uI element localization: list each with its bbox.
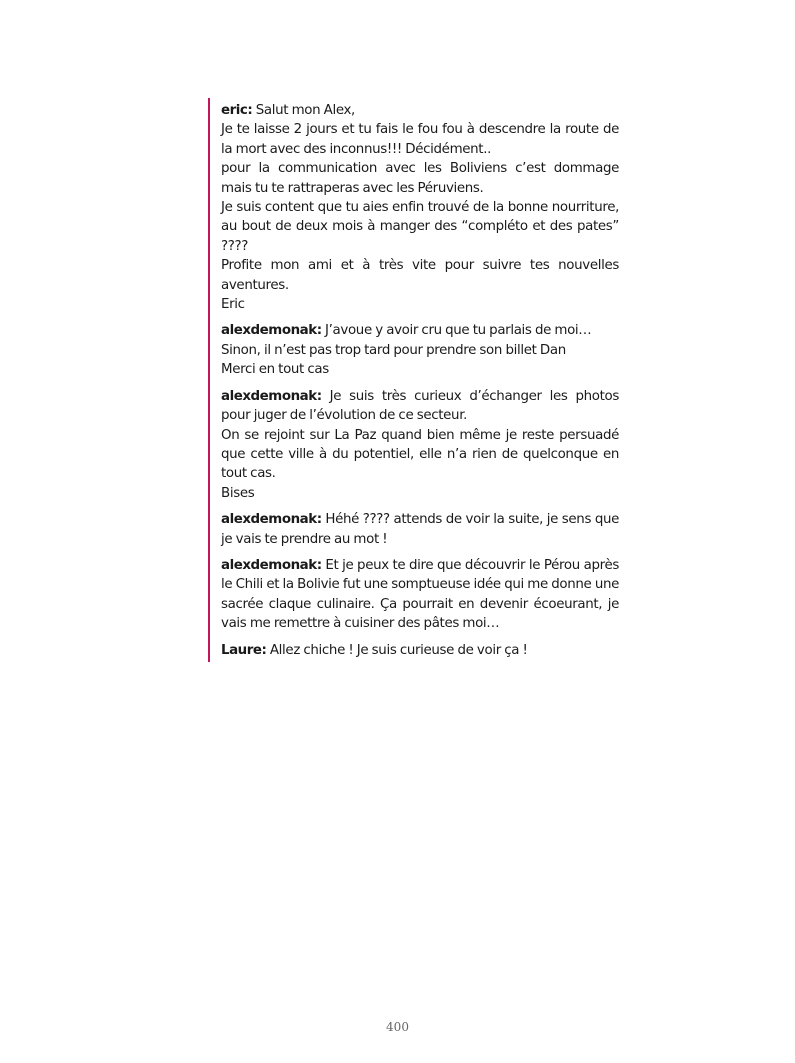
comment-author: eric:: [221, 103, 253, 118]
comment-text: Sinon, il n’est pas trop tard pour prendre son billet Dan: [221, 342, 566, 358]
comment-alexdemonak-3: [221, 510, 619, 549]
comment-alexdemonak-4: [221, 556, 619, 634]
comment-text: Bises: [221, 485, 255, 501]
comment-thread: [208, 98, 619, 662]
comment-text: Je suis content que tu aies enfin trouvé de la bonne nourriture, au bout de deux mois à manger des “compléto et des pates” ????: [221, 200, 619, 254]
comment-text: Merci en tout cas: [221, 362, 329, 378]
comment-author: alexdemonak:: [221, 323, 322, 339]
page-number: 400: [386, 1020, 409, 1034]
comment-text: On se rejoint sur La Paz quand bien même je reste persuadé que cette ville à du potentiel, elle n’a rien de quelconque en tout cas.: [221, 427, 619, 482]
comment-text: Eric: [221, 297, 245, 313]
comment-author: alexdemonak:: [221, 512, 322, 528]
comment-author: alexdemonak:: [221, 557, 322, 573]
comment-text: Salut mon Alex,: [255, 103, 355, 118]
comment-laure: [221, 641, 619, 660]
comment-alexdemonak-1: [221, 321, 619, 379]
comment-text: Allez chiche ! Je suis curieuse de voir ça !: [269, 642, 528, 658]
comment-author: alexdemonak:: [221, 388, 322, 404]
comment-text: J’avoue y avoir cru que tu parlais de moi…: [325, 323, 592, 339]
comment-text: Je suis très curieux d’échanger les photos pour juger de l’évolution de ce secteur.: [221, 388, 619, 424]
comment-text: Et je peux te dire que découvrir le Pérou après le Chili et la Bolivie fut une somptueuse idée qui me donne une sacrée claque culinaire. Ça pourrait en devenir écoeurant, je vais me remettre à cuisiner des pâtes moi…: [221, 557, 619, 632]
comment-text: pour la communication avec les Boliviens c’est dommage mais tu te rattraperas avec les Péruviens.: [221, 161, 619, 196]
comment-text: Héhé ???? attends de voir la suite, je sens que je vais te prendre au mot !: [221, 512, 619, 547]
comment-author: Laure:: [221, 642, 267, 658]
comment-text: Profite mon ami et à très vite pour suivre tes nouvelles aventures.: [221, 258, 619, 293]
comment-alexdemonak-2: [221, 387, 619, 503]
comment-text: Je te laisse 2 jours et tu fais le fou fou à descendre la route de la mort avec des inconnus!!! Décidément..: [221, 122, 619, 157]
comment-eric: [221, 101, 619, 314]
